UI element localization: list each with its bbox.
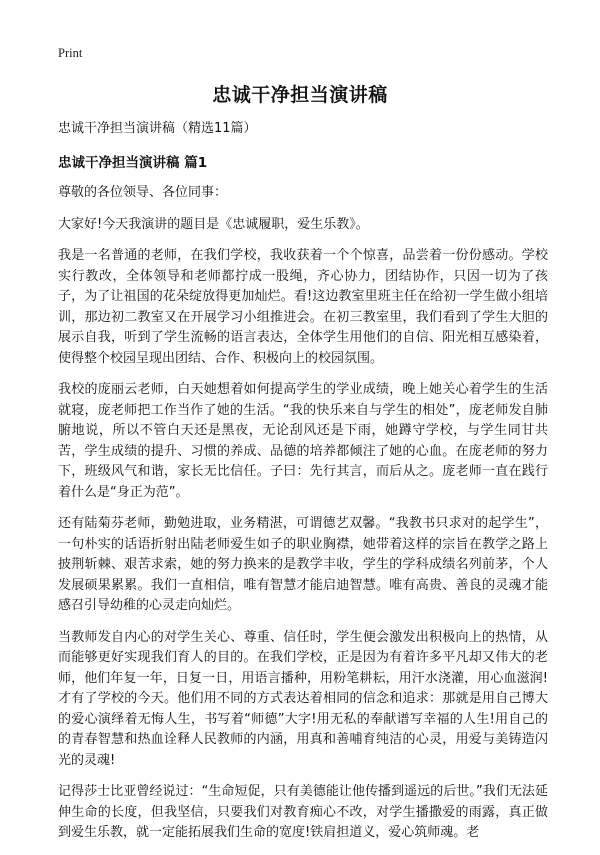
paragraph: 还有陆菊芬老师，勤勉进取，业务精湛，可谓德艺双馨。“我教书只求对的起学生”，一句朴实的话语折射出陆老师爱生如子的职业胸襟，她带着这样的宗旨在教学之路上披荆斩棘、艰苦求索，她的努力换来的是教学丰收，学生的学科成绩名列前茅，个人发展硕果累累。我们一直相信，唯有智慧才能启迪智慧。唯有高贵、善良的灵魂才能感召引导幼稚的心灵走向灿烂。 (58, 516, 548, 613)
document-body (58, 120, 548, 855)
paragraph: 记得莎士比亚曾经说过：“生命短促，只有美德能让他传播到遥远的后世。”我们无法延伸生命的长度，但我坚信，只要我们对教育痴心不改，对学生播撒爱的雨露，真正做到爱生乐教，就一定能拓展我们生命的宽度!铁肩担道义，爱心筑师魂。老 (58, 784, 548, 840)
paragraph: 我校的庞丽云老师，白天她想着如何提高学生的学业成绩，晚上她关心着学生的生活就寝，庞老师把工作当作了她的生活。“我的快乐来自与学生的相处”，庞老师发自肺腑地说，所以不管白天还是黑夜，无论刮风还是下雨，她蹲守学校，与学生同甘共苦，学生成绩的提升、习惯的养成、品德的培养都倾注了她的心血。在庞老师的努力下，班级风气和谐，家长无比信任。子曰：先行其言，而后从之。庞老师一直在践行着什么是“身正为范”。 (58, 382, 548, 500)
page-title: 忠诚干净担当演讲稿 (212, 84, 388, 106)
paragraph-salutation: 尊敬的各位领导、各位同事： (58, 185, 228, 200)
section-heading: 忠诚干净担当演讲稿 篇1 (58, 155, 208, 171)
document-subtitle: 忠诚干净担当演讲稿（精选11篇） (58, 121, 257, 136)
paragraph: 当教师发自内心的对学生关心、尊重、信任时，学生便会激发出积极向上的热情，从而能够更好实现我们育人的目的。在我们学校，正是因为有着许多平凡却又伟大的老师，他们年复一年，日复一日，用语言播种，用粉笔耕耘，用汗水浇灌，用心血滋润!才有了学校的今天。他们用不同的方式表达着相同的信念和追求：那就是用自己博大的爱心演绎着无悔人生，书写着“师德”大字!用无私的奉献谱写幸福的人生!用自己的的青春智慧和热血诠释人民教师的内涵，用真和善哺育纯洁的心灵，用爱与美铸造闪光的灵魂! (58, 629, 548, 768)
paragraph: 我是一名普通的老师，在我们学校，我收获着一个个惊喜，品尝着一份份感动。学校实行教改，全体领导和老师都拧成一股绳，齐心协力，团结协作，只因一切为了孩子，为了让祖国的花朵绽放得更加灿烂。看!这边教室里班主任在给初一学生做小组培训，那边初二教室又在开展学习小组推进会。在初三教室里，我们看到了学生大胆的展示自我，听到了学生流畅的语言表达，全体学生用他们的自信、阳光相互感染着，使得整个校园呈现出团结、合作、积极向上的校园氛围。 (58, 248, 548, 366)
print-label[interactable]: Print (58, 46, 83, 60)
paragraph-intro: 大家好!今天我演讲的题目是《忠诚履职，爱生乐教》。 (58, 216, 369, 232)
